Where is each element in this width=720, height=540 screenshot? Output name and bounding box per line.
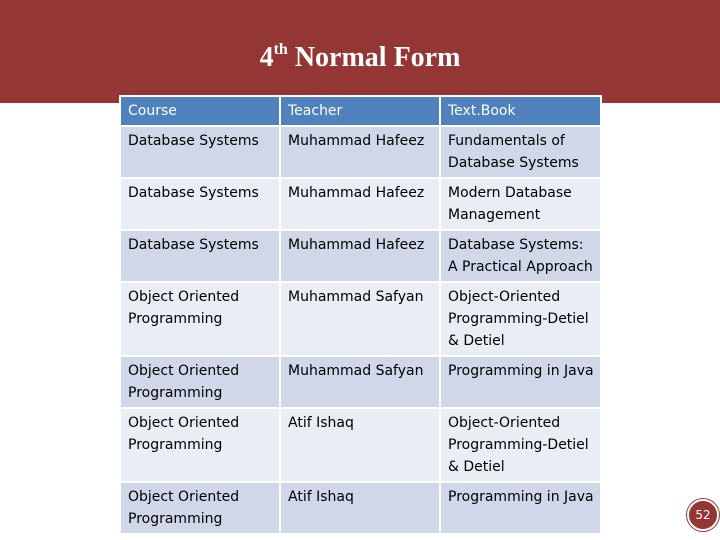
column-header-course: Course	[120, 96, 280, 126]
title-text: Normal Form	[287, 42, 461, 73]
teacher-cell: Muhammad Hafeez	[280, 230, 440, 282]
course-cell: Object Oriented Programming	[120, 356, 280, 408]
course-cell: Database Systems	[120, 230, 280, 282]
textbook-cell: Object-Oriented Programming-Detiel & Detiel	[440, 282, 601, 356]
table-row	[120, 126, 601, 178]
teacher-cell: Muhammad Hafeez	[280, 126, 440, 178]
course-cell: Object Oriented Programming	[120, 408, 280, 482]
table-row	[120, 482, 601, 534]
teacher-cell: Atif Ishaq	[280, 482, 440, 534]
column-header-textbook: Text.Book	[440, 96, 601, 126]
normal-form-table	[119, 95, 602, 535]
table-row	[120, 282, 601, 356]
textbook-cell: Object-Oriented Programming-Detiel & Detiel	[440, 408, 601, 482]
table-row	[120, 178, 601, 230]
textbook-cell: Database Systems: A Practical Approach	[440, 230, 601, 282]
table-row	[120, 356, 601, 408]
title-ordinal-suffix: th	[273, 41, 288, 58]
textbook-cell: Programming in Java	[440, 356, 601, 408]
table-row	[120, 408, 601, 482]
teacher-cell: Muhammad Hafeez	[280, 178, 440, 230]
header-row	[120, 96, 601, 126]
column-header-teacher: Teacher	[280, 96, 440, 126]
teacher-cell: Muhammad Safyan	[280, 282, 440, 356]
title-number: 4	[259, 42, 274, 73]
teacher-cell: Muhammad Safyan	[280, 356, 440, 408]
page-number-badge: 52	[687, 499, 719, 531]
table-row	[120, 230, 601, 282]
textbook-cell: Modern Database Management	[440, 178, 601, 230]
course-cell: Database Systems	[120, 126, 280, 178]
course-cell: Database Systems	[120, 178, 280, 230]
slide-title	[0, 30, 720, 78]
course-cell: Object Oriented Programming	[120, 482, 280, 534]
textbook-cell: Fundamentals of Database Systems	[440, 126, 601, 178]
teacher-cell: Atif Ishaq	[280, 408, 440, 482]
course-cell: Object Oriented Programming	[120, 282, 280, 356]
textbook-cell: Programming in Java	[440, 482, 601, 534]
